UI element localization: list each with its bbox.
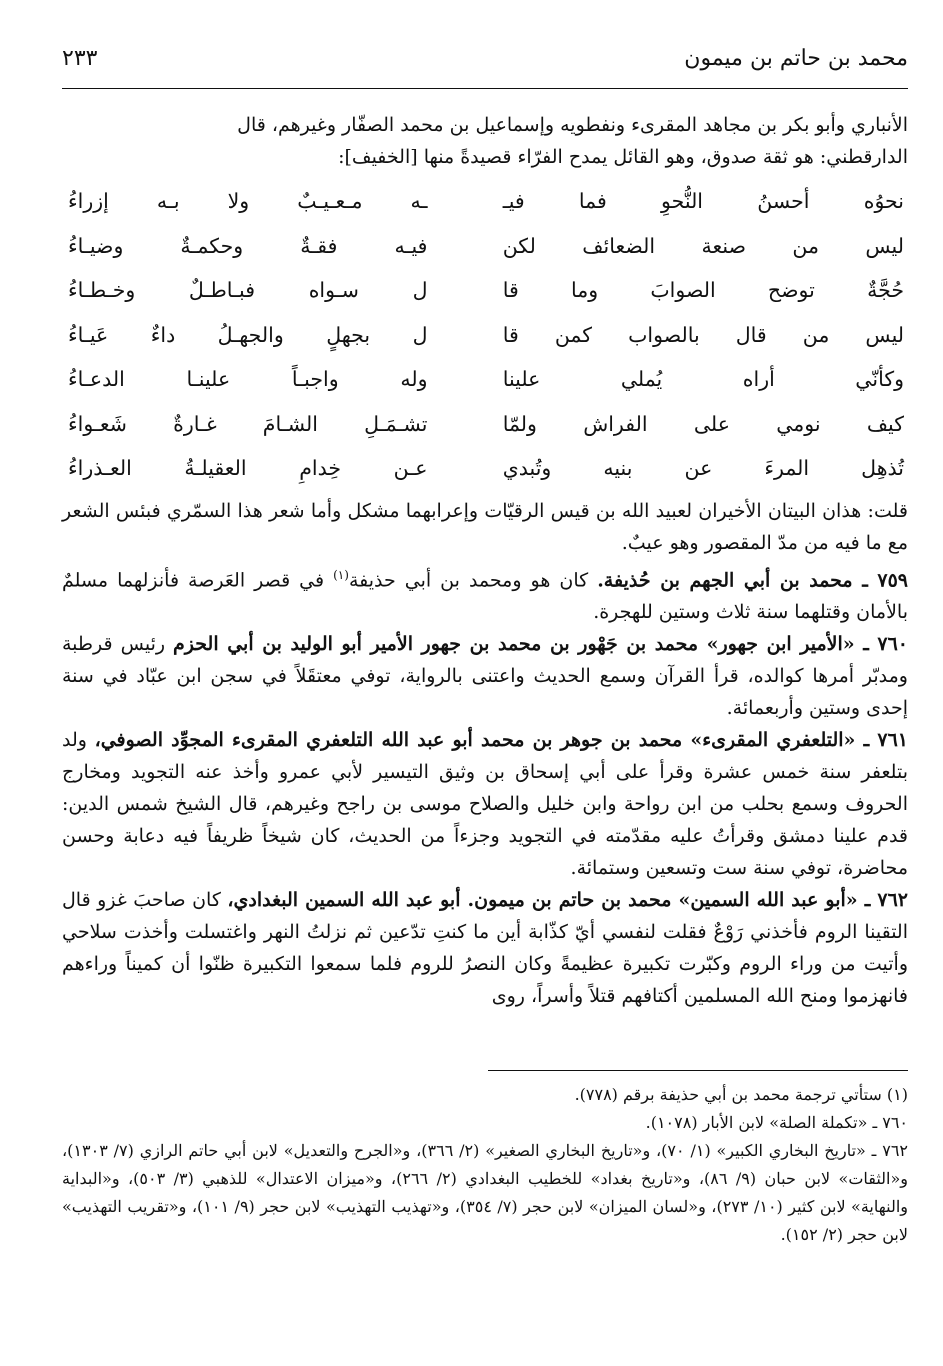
poem-verse: [62, 402, 908, 447]
poem-verse: [62, 268, 908, 313]
footnote: ٧٦٢ ـ «تاريخ البخاري الكبير» (١/ ٧٠)، و«تاريخ البخاري الصغير» (٢/ ٣٦٦)، و«الجرح والتعديل» لابن أبي حاتم الرازي (٧/ ١٣٠٣)، و«الثقات» لابن حبان (٩/ ٨٦)، و«تاريخ بغداد» للخطيب البغدادي (٢/ ٢٦٦)، و«ميزان الاعتدال» للذهبي (٣/ ٥٠٣)، و«البداية والنهاية» لابن كثير (١٠/ ٢٧٣)، و«لسان الميزان» لابن حجر (٧/ ٣٥٤)، و«تهذيب التهذيب» لابن حجر (٩/ ١٠١)، و«تقريب التهذيب» لابن حجر (٢/ ١٥٢).: [62, 1140, 909, 1244]
poem-verse: [62, 179, 908, 224]
verse-first-hemistich: تُذهِل المرءَ عن بنيه وتُبدي: [502, 456, 904, 481]
entry-text: كان هو ومحمد بن أبي حذيفة: [348, 568, 598, 591]
verse-first-hemistich: حُجَّةٌ توضح الصوابَ وما قا: [502, 278, 904, 303]
poem: [62, 179, 908, 491]
entry-heading: ٧٦١ ـ «التلعفري المقرىء» محمد بن جوهر بن محمد أبو عبد الله التلعفري المقرىء المجوِّد الصوفي،: [94, 728, 909, 751]
footnote-marker[interactable]: (١): [333, 567, 349, 582]
biography-entry: [62, 724, 908, 884]
verse-first-hemistich: كيف نومي على الفراش ولمّا: [502, 411, 904, 436]
verse-first-hemistich: وكأنّي أراه يُملي علينا: [502, 367, 904, 392]
footnote: ٧٦٠ ـ «تكملة الصلة» لابن الأبار (١٠٧٨).: [645, 1112, 908, 1132]
verse-second-hemistich: تشـمَـلِ الشـامَ غـارةٌ شَعـواءُ: [67, 411, 428, 436]
page-number: ٢٣٣: [62, 46, 98, 71]
book-page: [62, 46, 908, 1249]
entry-heading: ٧٦٠ ـ «الأمير ابن جهور» محمد بن جَهْور بن محمد بن جهور الأمير أبو الوليد بن أبي الحزم: [173, 632, 908, 655]
poem-verse: [62, 224, 908, 269]
entry-text: في قصر العَرصة فأنزلهما مسلمٌ بالأمان وقتلهما سنة ثلاث وستين للهجرة.: [62, 568, 908, 623]
footnote: (١) ستأتي ترجمة محمد بن أبي حذيفة برقم (٧٧٨).: [574, 1084, 908, 1104]
poem-verse: [62, 357, 908, 402]
intro-line: الأنباري وأبو بكر بن مجاهد المقرىء ونفطويه وإسماعيل بن محمد الصفّار وغيرهم، قال: [237, 114, 908, 136]
running-header: [62, 46, 908, 86]
verse-second-hemistich: ـه مـعـيـبٌ ولا بـه إزراءُ: [67, 189, 428, 214]
verse-first-hemistich: نحوُه أحسنُ النُّحوِ فما فيـ: [502, 189, 904, 214]
verse-second-hemistich: ل بجهلٍ والجهـلُ داءٌ عَيـاءُ: [67, 322, 428, 347]
entry-heading: ٧٦٢ ـ «أبو عبد الله السمين» محمد بن حاتم بن ميمون. أبو عبد الله السمين البغدادي،: [227, 888, 908, 911]
verse-second-hemistich: عـن خِدامِ العقيلـةُ العـذراءُ: [67, 456, 428, 481]
entry-text: رئيس قرطبة ومدبّر أمرها كوالده، قرأ القرآن وسمع الحديث واعتنى بالرواية، توفي معتقَلاً في سجن ابن عبّاد في سنة إحدى وستين وأربعمائة.: [62, 632, 908, 719]
biography-entry: [62, 884, 908, 1012]
biography-entry: [62, 559, 908, 628]
intro-line: الدارقطني: هو ثقة صدوق، وهو القائل يمدح الفرّاء قصيدةً منها [الخفيف]:: [338, 146, 908, 168]
poem-verse: [62, 313, 908, 358]
running-title: محمد بن حاتم بن ميمون: [684, 46, 908, 71]
editor-note: قلت: هذان البيتان الأخيران لعبيد الله بن قيس الرقيّات وإعرابهما مشكل وأما شعر هذا السمّري فبئس الشعر مع ما فيه من مدّ المقصور وهو عيبٌ.: [62, 499, 908, 554]
biography-entry: [62, 628, 908, 724]
verse-first-hemistich: ليس من قال بالصواب كمن قا: [502, 322, 904, 347]
entry-text: ولد بتلعفر سنة خمس عشرة وقرأ على أبي إسحاق بن وثيق التيسير لأبي عمرو وأخذ عنه التجويد ومخارج الحروف وسمع بحلب من ابن رواحة وابن خليل والصلاح موسى بن راجح وغيرهم، قال الشيخ شمس الدين: قدم علينا دمشق وقرأتُ عليه مقدّمته في التجويد وجزءاً من الحديث، كان شيخاً ظريفاً فيه دعابة وحسن محاضرة، توفي سنة ست وتسعين وستمائة.: [62, 728, 908, 879]
poem-verse: [62, 446, 908, 491]
footnote-rule: [488, 1070, 908, 1071]
header-rule: [62, 88, 908, 89]
footnotes: [62, 1081, 908, 1249]
verse-second-hemistich: ل سـواه فبـاطـلٌ وخـطـاءُ: [67, 278, 428, 303]
entry-text: كان صاحبَ غزو قال التقينا الروم فأخذني رَوْعٌ فقلت لنفسي أيّ كذّابة أين ما كنتِ تدّعين ثم نزلتُ النهر واغتسلت وأخذت سلاحي وأتيت من وراء الروم وكبّرت تكبيرة عظيمةً وكان النصرُ للروم فلما سمعوا التكبيرة ظنّوا أن كميناً وراءهم فانهزموا ومنح الله المسلمين أكتافهم قتلاً وأسراً، روى: [62, 888, 908, 1007]
verse-second-hemistich: وله واجبـاً علينـا الدعـاءُ: [67, 367, 428, 392]
main-text: [62, 109, 908, 1012]
verse-first-hemistich: ليس من صنعة الضعائف لكن: [502, 233, 904, 258]
entry-heading: ٧٥٩ ـ محمد بن أبي الجهم بن حُذيفة.: [597, 568, 908, 591]
verse-second-hemistich: فيـه فقـةٌ وحكمـةٌ وضيـاءُ: [67, 233, 428, 258]
